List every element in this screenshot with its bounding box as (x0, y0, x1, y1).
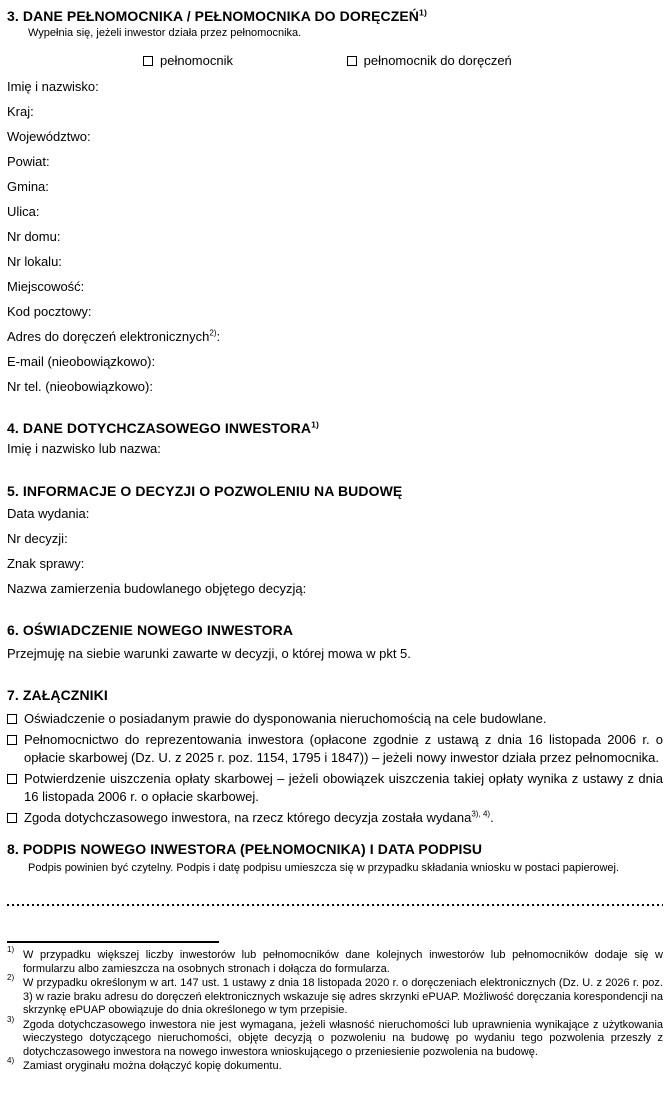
pelnomocnik-checkbox-label: pełnomocnik (160, 53, 233, 68)
footnote-ref-2: 2) (209, 328, 217, 338)
attachment-checkbox-2[interactable] (7, 735, 17, 745)
field-kod-pocztowy: Kod pocztowy: (7, 304, 92, 319)
attachment-text-2: Pełnomocnictwo do reprezentowania inwestora (opłacone zgodnie z ustawą z dnia 16 listopada 2006 r. o opłacie skarbowej (Dz. U. z 2025 r. poz. 1154, 1795 i 1847)) – jeżeli nowy inwestor działa przez pełnomocnika. (24, 731, 663, 765)
field-adres-label: Adres do doręczeń elektronicznych (7, 329, 210, 344)
pelnomocnik-option (143, 53, 233, 68)
attachments-list (7, 710, 663, 827)
field-adres-colon: : (216, 329, 221, 344)
footnote-3-text: Zgoda dotychczasowego inwestora nie jest wymagana, jeżeli własność nieruchomości lub uprawnienia wynikające z użytkowania wieczystego dotyczącego nieruchomości, objęte decyzją o pozwoleniu na budowę po wydaniu tego pozwolenia przeszły z dotychczasowego inwestora na nowego inwestora wnioskującego o przeniesienie pozwolenia na budowę. (23, 1018, 663, 1058)
field-miejscowosc: Miejscowość: (7, 279, 85, 294)
field-nr-lokalu: Nr lokalu: (7, 254, 62, 269)
attachment-checkbox-4[interactable] (7, 813, 17, 823)
field-wojewodztwo: Województwo: (7, 129, 91, 144)
proxy-type-checkbox-row (7, 53, 663, 68)
pelnomocnik-do-doreczen-option (347, 53, 512, 68)
section-4-heading (7, 420, 663, 436)
footnote-ref-3-4: 3), 4) (471, 809, 491, 819)
field-nazwa-zamierzenia: Nazwa zamierzenia budowlanego objętego decyzją: (7, 581, 307, 596)
footnote-ref-1b: 1) (311, 419, 319, 430)
footnote-1-text: W przypadku większej liczby inwestorów lub pełnomocników dane kolejnych inwestorów lub pełnomocników dodaje się w formularzu albo zamieszcza na osobnych stronach i dołącza do formularza. (23, 949, 663, 975)
signature-note: Podpis powinien być czytelny. Podpis i datę podpisu umieszcza się w przypadku składania wniosku w postaci papierowej. (28, 862, 620, 874)
field-imie-nazwisko-lub-nazwa: Imię i nazwisko lub nazwa: (7, 441, 161, 456)
field-gmina: Gmina: (7, 179, 49, 194)
attachment-text-3: Potwierdzenie uiszczenia opłaty skarbowej – jeżeli obowiązek uiszczenia takiej opłaty wynika z ustawy z dnia 16 listopada 2006 r. o opłacie skarbowej. (24, 770, 663, 804)
attachment-text-4: Zgoda dotychczasowego inwestora, na rzecz którego decyzja została wydana (24, 809, 472, 825)
footnote-2: 2) W przypadku określonym w art. 147 ust. 1 ustawy z dnia 18 listopada 2020 r. o doręczeniach elektronicznych (Dz. U. z 2026 r. poz. 3) w razie braku adresu do doręczeń elektronicznych wskazuje się adres skrzynki ePUAP. Możliwość doręczania korespondencji na skrzynkę ePUAP obowiązuje do dnia określonego w tym przepisie. (7, 973, 663, 1016)
footnote-separator (7, 941, 219, 943)
footnote-2-text: W przypadku określonym w art. 147 ust. 1 ustawy z dnia 18 listopada 2020 r. o doręczeniach elektronicznych (Dz. U. z 2026 r. poz. 3) w razie braku adresu do doręczeń elektronicznych wskazuje się adres skrzynki ePUAP. Możliwość doręczania korespondencji na skrzynkę ePUAP obowiązuje do dnia określonego w tym przepisie. (23, 977, 663, 1016)
field-imie-i-nazwisko: Imię i nazwisko: (7, 79, 99, 94)
footnote-4-text: Zamiast oryginału można dołączyć kopię dokumentu. (23, 1060, 282, 1072)
field-nr-tel: Nr tel. (nieobowiązkowo): (7, 379, 153, 394)
attachment-checkbox-3[interactable] (7, 774, 17, 784)
footnotes-block (7, 945, 663, 1074)
signature-dotted-line (7, 903, 663, 906)
section-4-title: 4. DANE DOTYCHCZASOWEGO INWESTORA (7, 420, 312, 436)
attachment-item-pelnomocnictwo (7, 731, 663, 768)
section-7-heading: 7. ZAŁĄCZNIKI (7, 687, 108, 703)
footnote-3: 3) Zgoda dotychczasowego inwestora nie jest wymagana, jeżeli własność nieruchomości lub uprawnienia wynikające z użytkowania wieczystego dotyczącego nieruchomości, objęte decyzją o pozwoleniu na budowę po wydaniu tego pozwolenia przeszły z dotychczasowego inwestora na nowego inwestora wnioskującego o przeniesienie pozwolenia na budowę. (7, 1014, 663, 1058)
oswiadczenie-statement: Przejmuję na siebie warunki zawarte w decyzji, o której mowa w pkt 5. (7, 646, 411, 661)
section-6-heading: 6. OŚWIADCZENIE NOWEGO INWESTORA (7, 622, 294, 638)
field-adres-doreczen-elektronicznych (7, 330, 663, 344)
footnote-4: 4) Zamiast oryginału można dołączyć kopię dokumentu. (7, 1056, 282, 1072)
field-kraj: Kraj: (7, 104, 34, 119)
field-znak-sprawy: Znak sprawy: (7, 556, 85, 571)
pelnomocnik-do-doreczen-checkbox[interactable] (347, 56, 357, 66)
field-data-wydania: Data wydania: (7, 506, 90, 521)
field-powiat: Powiat: (7, 154, 50, 169)
section-8-heading: 8. PODPIS NOWEGO INWESTORA (PEŁNOMOCNIKA) I DATA PODPISU (7, 841, 483, 857)
footnote-1: 1) W przypadku większej liczby inwestorów lub pełnomocników dane kolejnych inwestorów lub pełnomocników dodaje się w formularzu albo zamieszcza na osobnych stronach i dołącza do formularza. (7, 945, 663, 975)
field-email: E-mail (nieobowiązkowo): (7, 354, 156, 369)
section-5-heading: 5. INFORMACJE O DECYZJI O POZWOLENIU NA BUDOWĘ (7, 483, 403, 499)
attachment-text-1: Oświadczenie o posiadanym prawie do dysponowania nieruchomością na cele budowlane. (24, 711, 547, 726)
section-3-heading (7, 8, 663, 24)
field-nr-domu: Nr domu: (7, 229, 61, 244)
attachment-checkbox-1[interactable] (7, 714, 17, 724)
attachment-item-zgoda-inwestora (7, 809, 663, 828)
pelnomocnik-checkbox[interactable] (143, 56, 153, 66)
attachment-item-oswiadczenie (7, 710, 663, 729)
footnote-ref-1: 1) (419, 7, 427, 18)
attachment-item-potwierdzenie-oplaty (7, 770, 663, 807)
section-3-title: 3. DANE PEŁNOMOCNIKA / PEŁNOMOCNIKA DO DORĘCZEŃ (7, 8, 420, 24)
field-nr-decyzji: Nr decyzji: (7, 531, 68, 546)
field-ulica: Ulica: (7, 204, 40, 219)
pelnomocnik-do-doreczen-checkbox-label: pełnomocnik do doręczeń (363, 53, 512, 68)
section-3-note: Wypełnia się, jeżeli inwestor działa przez pełnomocnika. (28, 27, 302, 39)
attachment-text-4-tail: . (490, 809, 494, 825)
